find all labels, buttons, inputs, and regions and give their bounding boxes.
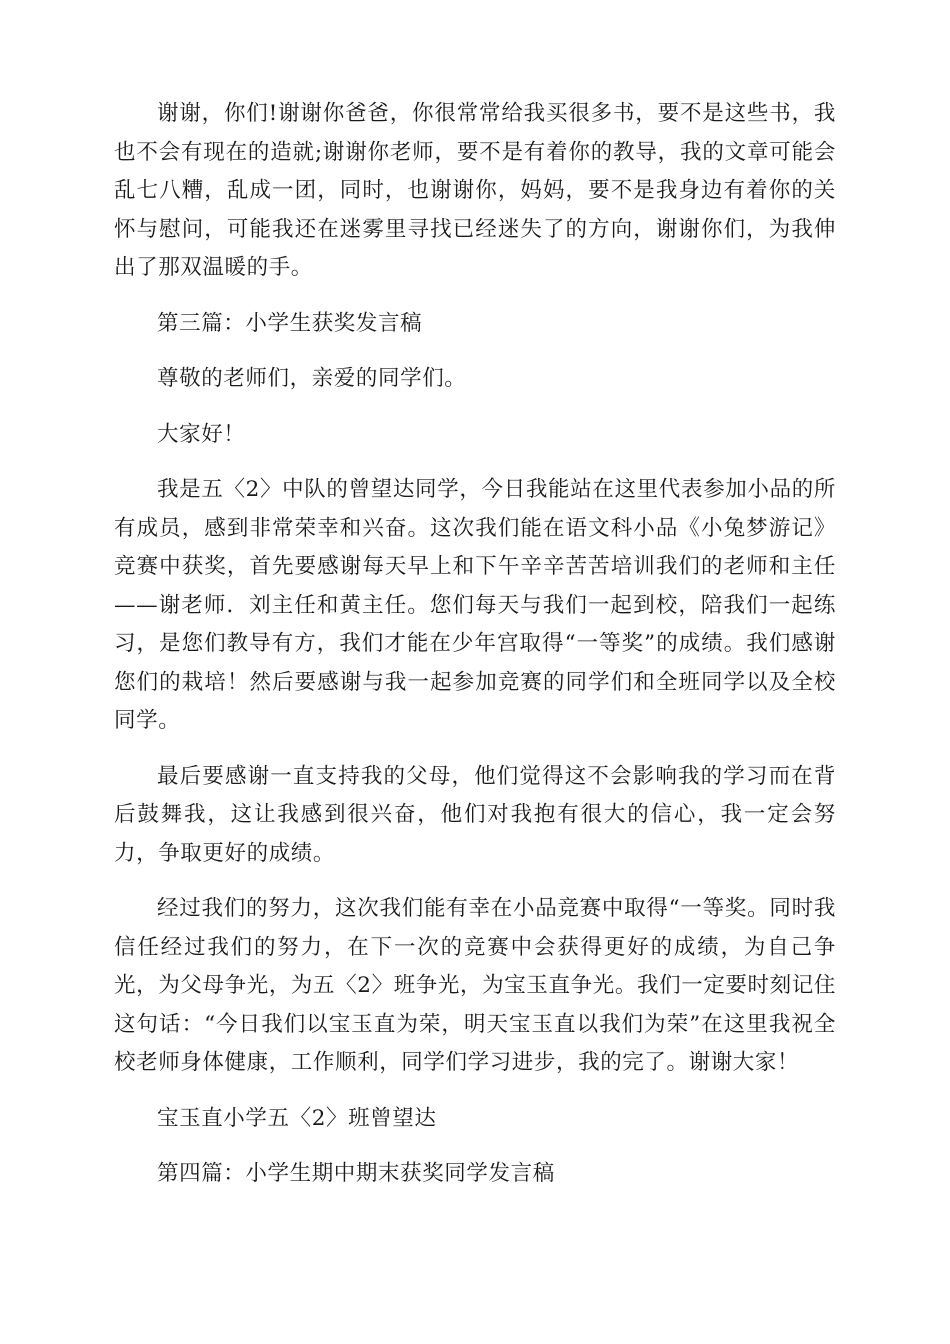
document-body [114, 95, 836, 1211]
section-title-4: 第四篇：小学生期中期末获奖同学发言稿 [157, 1161, 555, 1186]
signature: 宝玉直小学五〈2〉班曾望达 [157, 1105, 437, 1131]
paragraph-introduction: 我是五〈2〉中队的曾望达同学，今日我能站在这里代表参加小品的所有成员，感到非常荣幸和兴奋。这次我们能在语文科小品《小兔梦游记》竞赛中获奖，首先要感谢每天早上和下午辛辛苦苦培训我们的老师和主任——谢老师．刘主任和黄主任。您们每天与我们一起到校，陪我们一起练习，是您们教导有方，我们才能在少年宫取得“一等奖”的成绩。我们感谢您们的栽培！然后要感谢与我一起参加竞赛的同学们和全班同学以及全校同学。 [114, 477, 836, 733]
section-title-3: 第三篇：小学生获奖发言稿 [157, 310, 423, 336]
paragraph-thanks: 谢谢，你们!谢谢你爸爸，你很常常给我买很多书，要不是这些书，我也不会有现在的造就;谢谢你老师，要不是有着你的教导，我的文章可能会乱七八糟，乱成一团，同时，也谢谢你，妈妈，要不是我身边有着你的关怀与慰问，可能我还在迷雾里寻找已经迷失了的方向，谢谢你们，为我伸出了那双温暖的手。 [114, 101, 836, 280]
paragraph-parents: 最后要感谢一直支持我的父母，他们觉得这不会影响我的学习而在背后鼓舞我，这让我感到很兴奋，他们对我抱有很大的信心，我一定会努力，争取更好的成绩。 [114, 763, 836, 866]
paragraph-conclusion: 经过我们的努力，这次我们能有幸在小品竞赛中取得“一等奖。同时我信任经过我们的努力，在下一次的竞赛中会获得更好的成绩，为自己争光，为父母争光，为五〈2〉班争光，为宝玉直争光。我们一定要时刻记住这句话：“今日我们以宝玉直为荣，明天宝玉直以我们为荣”在这里我祝全校老师身体健康，工作顺利，同学们学习进步，我的完了。谢谢大家！ [114, 896, 836, 1075]
salutation: 尊敬的老师们，亲爱的同学们。 [157, 366, 467, 391]
greeting: 大家好！ [157, 421, 246, 447]
